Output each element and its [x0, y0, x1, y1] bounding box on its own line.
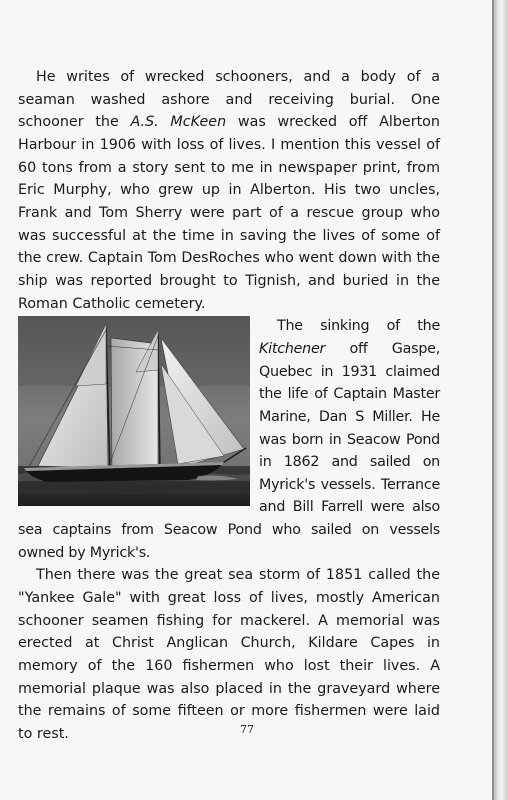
paragraph-yankee-gale: Then there was the great sea storm of 1851 called the "Yankee Gale" with great loss of lives, mostly American schooner seamen fishing for mackerel. A memorial was erected at Christ Anglican Church, Kildare Capes in memory of the 160 fishermen who lost their lives. A memorial plaque was also placed in the graveyard where the remains of some fifteen or more fishermen were laid to rest. [18, 567, 440, 743]
paragraph-1-text-b: was wrecked off Alberton Harbour in 1906 with loss of lives. I mention this vessel of 60 tons from a story sent to me in newspaper print, from Eric Murphy, who grew up in Alberton. His two uncles, Frank and Tom Sherry were part of a rescue group who was successful at the time in saving the lives of some of the crew. Captain Tom DesRoches who went down with the ship was reported brought to Tignish, and buried in the Roman Catholic cemetery. [18, 114, 440, 312]
paragraph-1-text-a: He writes of wrecked schooners, and a body of a seaman washed ashore and receiving burial. One schooner the [18, 69, 440, 131]
paragraph-2-text-a: The sinking of the [277, 318, 440, 335]
schooner-illustration [18, 316, 250, 506]
page-number: 77 [240, 723, 254, 736]
book-binding-edge [494, 0, 507, 800]
vessel-name-kitchener: Kitchener [259, 340, 326, 357]
vessel-name-as-mckeen: A.S. McKeen [130, 114, 227, 131]
paragraph-wrecked-schooners [18, 66, 440, 315]
body-text [18, 66, 440, 746]
schooner-photograph [18, 316, 250, 506]
paragraph-2-text-b: off Gaspe, Quebec in 1931 claimed the life of Captain Master Marine, Dan S Miller. He was born in Seacow Pond in 1862 and sailed on Myrick's vessels. Terrance and Bill Farrell were also sea captains from Seacow Pond who sailed on vessels owned by Myrick's. [18, 340, 440, 561]
